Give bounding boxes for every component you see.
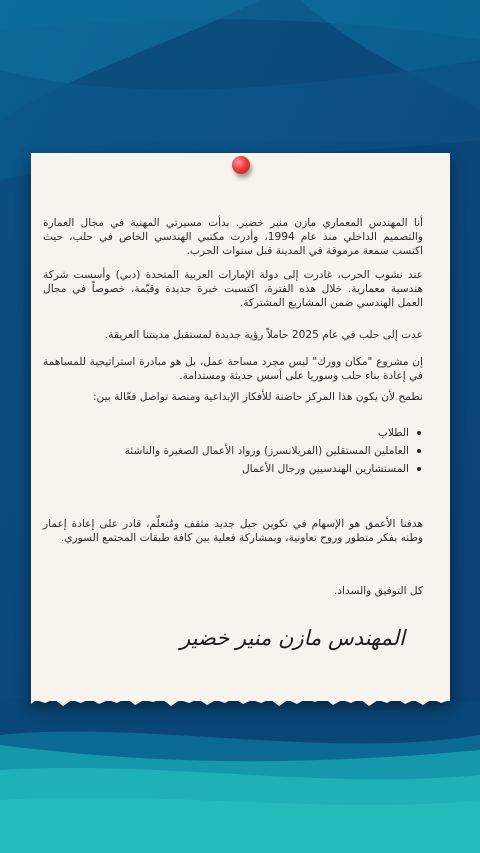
- list-item: الطلاب: [29, 424, 409, 442]
- paragraph-aspiration: نطمح لأن يكون هذا المركز حاضنة للأفكار الإبداعية ومنصة تواصل فعّالة بين:: [92, 391, 423, 403]
- closing-line: كل التوفيق والسداد.: [333, 585, 423, 597]
- list-item: المستشارين الهندسيين ورجال الأعمال: [29, 460, 409, 478]
- paragraph-return: عدت إلى حلب في عام 2025 حاملاً رؤية جديدة لمستقبل مدينتنا العريقة.: [104, 329, 423, 341]
- torn-paper-edge: [31, 688, 450, 710]
- paragraph-intro: أنا المهندس المعماري مازن منير خضير. بدأت مسيرتي المهنية في مجال العمارة والتصميم الداخلي منذ عام 1994، وأدرت مكتبي الهندسي الخاص في حلب، حيث اكتسب سمعة مرموقة في المدينة قبل سنوات الحرب.: [43, 217, 423, 257]
- paragraph-dubai: عند نشوب الحرب، غادرت إلى دولة الإمارات العربية المتحدة (دبي) وأسست شركة هندسية معمارية. خلال هذه الفترة، اكتسبت خبرة جديدة وقيّمة، خصوصاً في مجال العمل الهندسي ضمن المشاريع المشتركة.: [43, 269, 423, 309]
- list-item: العاملين المستقلين (الفريلانسرز) ورواد الأعمال الصغيرة والناشئة: [29, 442, 409, 460]
- push-pin-icon: [232, 156, 250, 174]
- paragraph-goal: هدفنا الأعمق هو الإسهام في تكوين جيل جديد مثقف ومُتعلّم، قادر على إعادة إعمار وطنه بفكر متطور وروح تعاونية، وبمشاركة فعلية بين كافة طبقات المجتمع السوري.: [43, 518, 423, 544]
- signature: المهندس مازن منير خضير: [180, 626, 405, 650]
- paragraph-project: إن مشروع "مكان وورك" ليس مجرد مساحة عمل، بل هو مبادرة استراتيجية للمساهمة في إعادة بناء حلب وسوريا على أسس حديثة ومستدامة.: [43, 356, 423, 382]
- target-groups-list: [29, 424, 423, 478]
